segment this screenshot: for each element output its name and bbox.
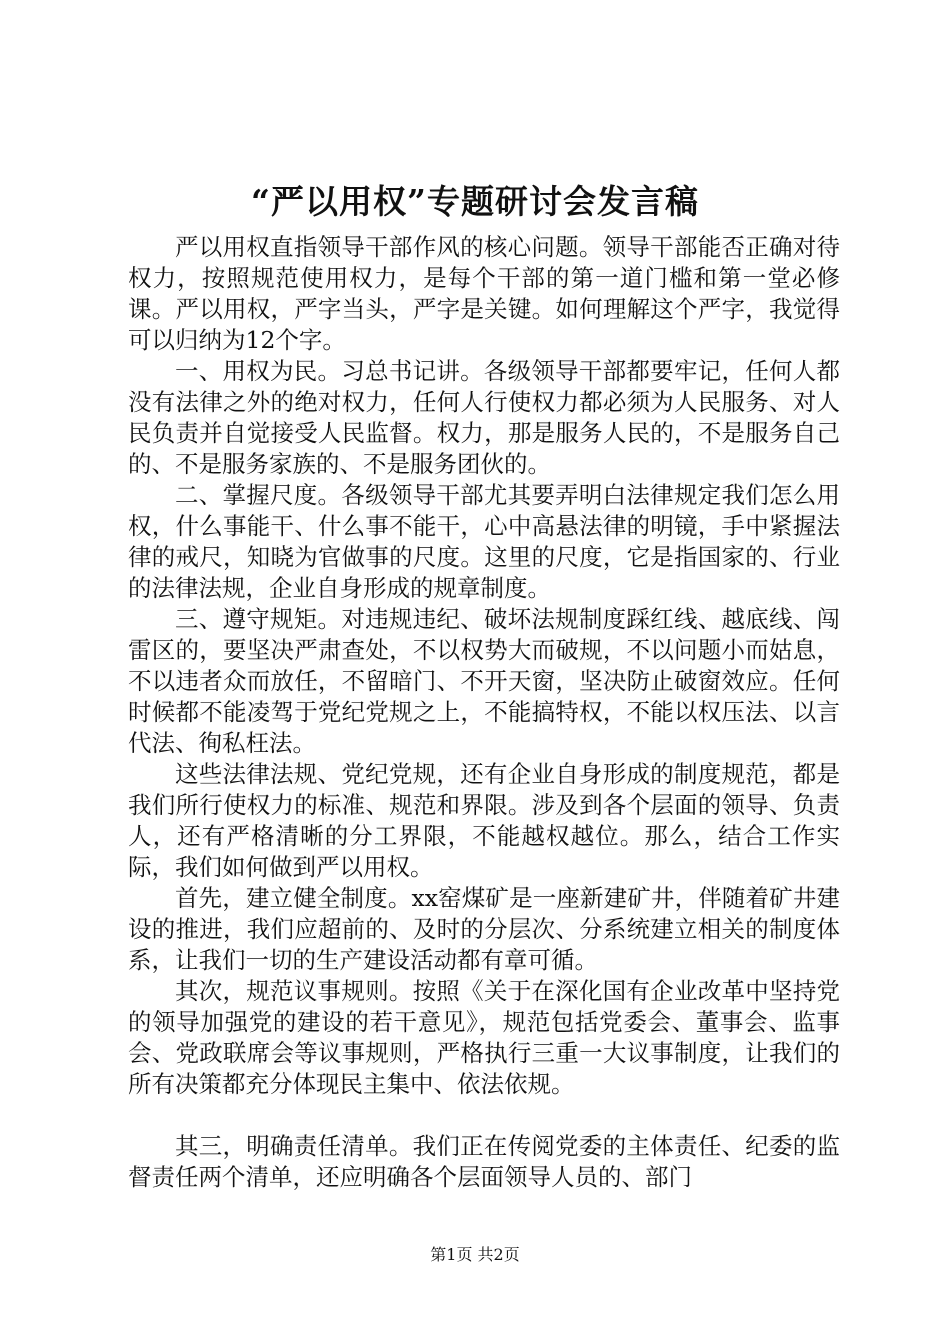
paragraph-second: 其次，规范议事规则。按照《关于在深化国有企业改革中坚持党的领导加强党的建设的若干意见》，规范包括党委会、董事会、监事会、党政联席会等议事规则，严格执行三重一大议事制度，让我们的所有决策都充分体现民主集中、依法依规。 bbox=[128, 977, 840, 1098]
paragraph-summary: 这些法律法规、党纪党规，还有企业自身形成的制度规范，都是我们所行使权力的标准、规范和界限。涉及到各个层面的领导、负责人，还有严格清晰的分工界限，不能越权越位。那么，结合工作实际，我们如何做到严以用权。 bbox=[128, 760, 840, 881]
paragraph-third: 其三，明确责任清单。我们正在传阅党委的主体责任、纪委的监督责任两个清单，还应明确各个层面领导人员的、部门 bbox=[128, 1132, 840, 1191]
paragraph-first: 首先，建立健全制度。xx窑煤矿是一座新建矿井，伴随着矿井建设的推进，我们应超前的、及时的分层次、分系统建立相关的制度体系，让我们一切的生产建设活动都有章可循。 bbox=[128, 884, 840, 974]
paragraph-point-2: 二、掌握尺度。各级领导干部尤其要弄明白法律规定我们怎么用权，什么事能干、什么事不能干，心中高悬法律的明镜，手中紧握法律的戒尺，知晓为官做事的尺度。这里的尺度，它是指国家的、行业的法律法规，企业自身形成的规章制度。 bbox=[128, 481, 840, 602]
document-body bbox=[128, 232, 840, 1193]
page-footer: 第1页 共2页 bbox=[430, 1245, 520, 1264]
paragraph-point-1: 一、用权为民。习总书记讲。各级领导干部都要牢记，任何人都没有法律之外的绝对权力，任何人行使权力都必须为人民服务、对人民负责并自觉接受人民监督。权力，那是服务人民的，不是服务自己的、不是服务家族的、不是服务团伙的。 bbox=[128, 357, 840, 478]
document-title: “严以用权”专题研讨会发言稿 bbox=[251, 182, 699, 221]
paragraph-intro: 严以用权直指领导干部作风的核心问题。领导干部能否正确对待权力，按照规范使用权力，是每个干部的第一道门槛和第一堂必修课。严以用权，严字当头，严字是关键。如何理解这个严字，我觉得可以归纳为12个字。 bbox=[128, 233, 840, 354]
paragraph-point-3: 三、遵守规矩。对违规违纪、破坏法规制度踩红线、越底线、闯雷区的，要坚决严肃查处，不以权势大而破规，不以问题小而姑息，不以违者众而放任，不留暗门、不开天窗，坚决防止破窗效应。任何时候都不能凌驾于党纪党规之上，不能搞特权，不能以权压法、以言代法、徇私枉法。 bbox=[128, 605, 840, 757]
